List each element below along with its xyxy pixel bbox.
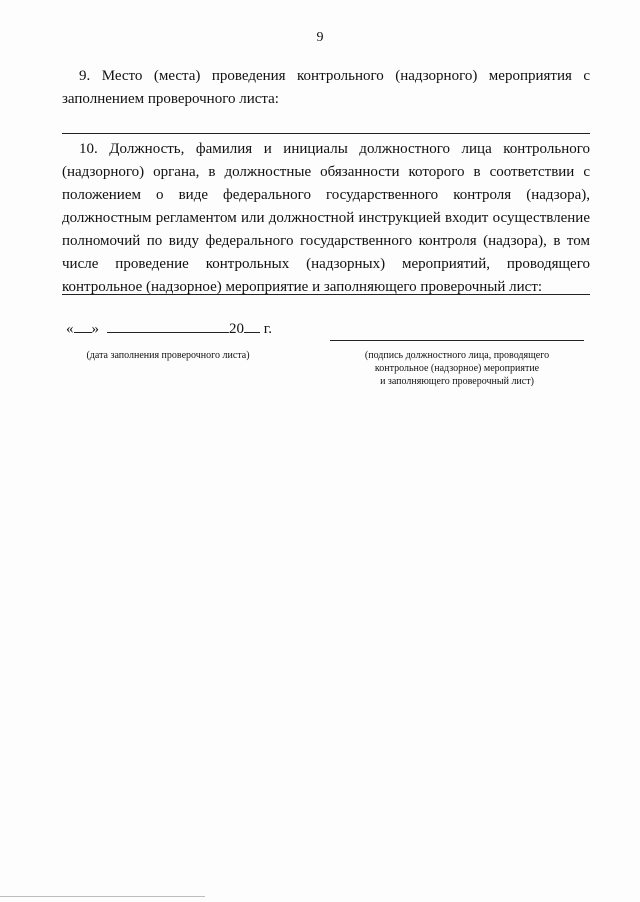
- item-9-place-of-inspection: 9. Место (места) проведения контрольного (надзорного) мероприятия с заполнением проверочного листа:: [62, 68, 590, 107]
- signature-blank[interactable]: [330, 340, 584, 341]
- item-9-fill-line[interactable]: [62, 133, 590, 134]
- date-year-prefix: 20: [229, 321, 244, 337]
- date-field: [66, 318, 272, 338]
- date-open-quote: «: [66, 321, 74, 337]
- date-close-quote: »: [91, 321, 99, 337]
- signature-caption-line-3: и заполняющего проверочный лист): [380, 376, 534, 387]
- signature-caption-line-1: (подпись должностного лица, проводящего: [364, 350, 550, 361]
- date-month-blank[interactable]: [107, 318, 229, 333]
- date-day-blank[interactable]: [74, 318, 92, 333]
- item-10-official-position: 10. Должность, фамилия и инициалы должностного лица контрольного (надзорного) органа, в должностные обязанности которого в соответствии с положением о виде федерального государственного контроля (надзора), должностным регламентом или должностной инструкцией входит осуществление полномочий по виду федерального государственного контроля (надзора), в том числе проведение контрольных (надзорных) мероприятий, проводящего контрольное (надзорное) мероприятие и заполняющего проверочный лист:: [62, 141, 590, 295]
- date-year-suffix: г.: [260, 321, 272, 337]
- date-year-blank[interactable]: [244, 318, 260, 333]
- page-number: 9: [316, 30, 324, 45]
- date-caption: (дата заполнения проверочного листа): [86, 350, 250, 361]
- scan-edge-line: [0, 896, 205, 897]
- item-10-fill-line[interactable]: [62, 294, 590, 295]
- signature-caption-line-2: контрольное (надзорное) мероприятие: [374, 363, 540, 374]
- signature-caption: [330, 349, 584, 388]
